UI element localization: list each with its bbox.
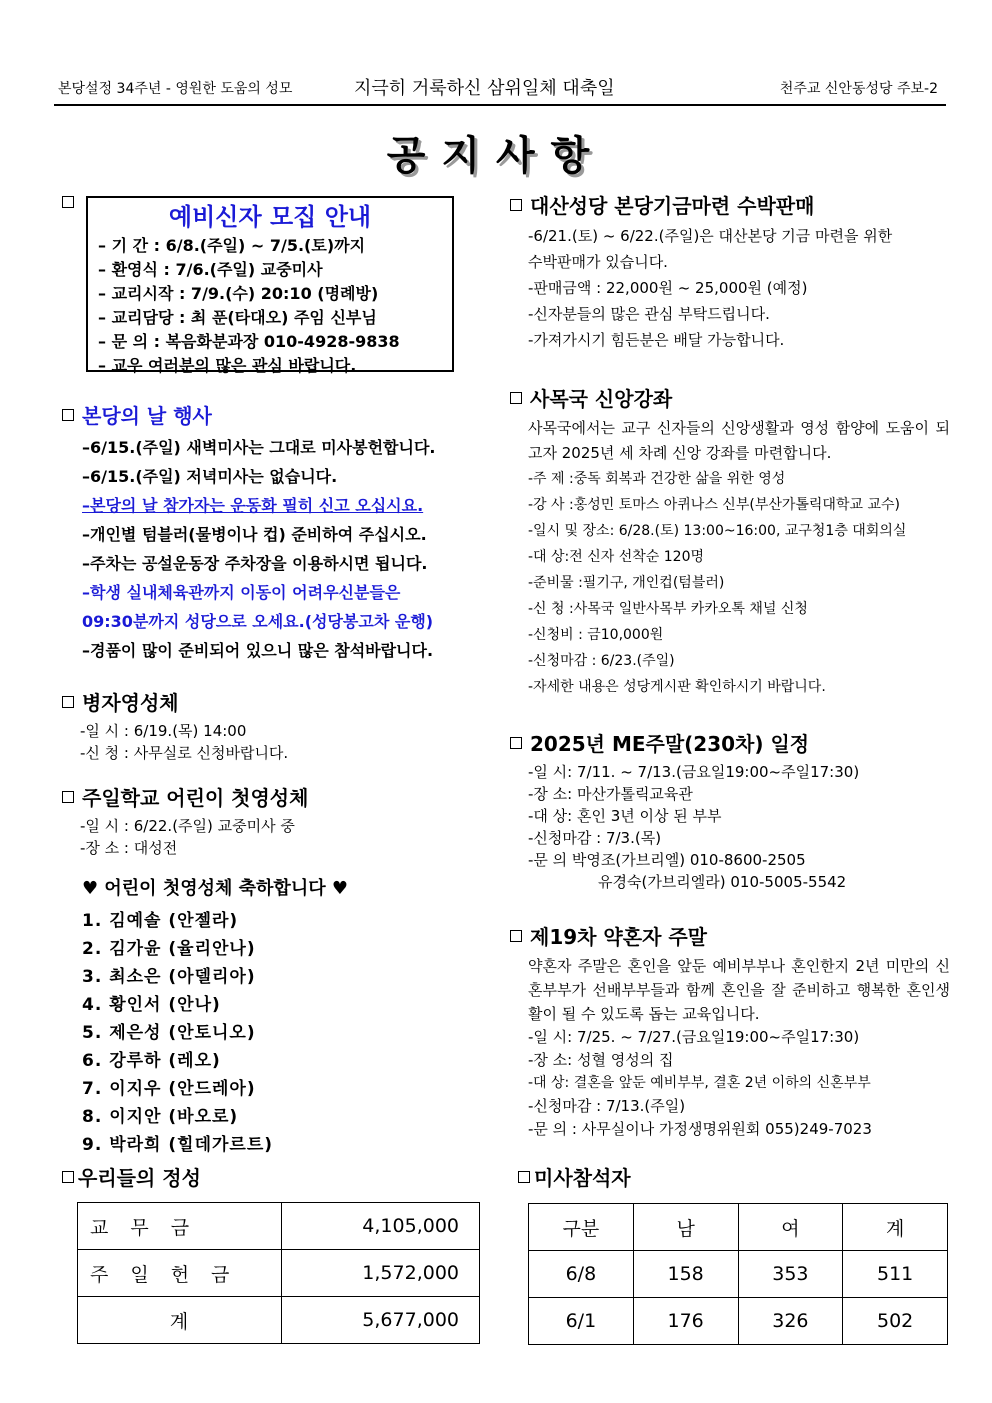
attendance-table — [528, 1203, 948, 1345]
recruit-title: 예비신자 모집 안내 — [168, 203, 372, 231]
me-item: -대 상: 혼인 3년 이상 된 부부 — [528, 807, 722, 825]
recruit-box — [86, 196, 454, 375]
me-item: -문 의 박영조(가브리엘) 010-8600-2505 — [528, 851, 806, 869]
table-row — [78, 1203, 480, 1250]
recruit-item: – 교우 여러분의 많은 관심 바랍니다. — [98, 356, 357, 375]
table-cell: 502 — [843, 1298, 948, 1345]
feast-item: –주차는 공설운동장 주차장을 이용하시면 됩니다. — [82, 554, 428, 573]
engaged-title-text: 제19차 약혼자 주말 — [530, 925, 707, 949]
table-cell: 6/8 — [529, 1251, 634, 1298]
engaged-item: -문 의 : 사무실이나 가정생명위원회 055)249-7023 — [528, 1120, 872, 1138]
communion-title-text: 주일학교 어린이 첫영성체 — [82, 786, 309, 810]
kid-list-item: 8. 이지안 (바오로) — [82, 1107, 239, 1127]
feast-item: –개인별 텀블러(물병이나 컵) 준비하여 주십시오. — [82, 525, 427, 544]
recruit-item: – 문 의 : 복음화분과장 010-4928-9838 — [98, 332, 400, 351]
attendance-title — [518, 1162, 631, 1191]
watermelon-title-text: 대산성당 본당기금마련 수박판매 — [530, 194, 815, 218]
engaged-item: -신청마감 : 7/13.(주일) — [528, 1097, 686, 1115]
lecture-item: -신 청 :사목국 일반사목부 카카오톡 채널 신청 — [528, 601, 808, 617]
feast-item: –6/15.(주일) 새벽미사는 그대로 미사봉헌합니다. — [82, 438, 436, 457]
me-title-text: 2025년 ME주말(230차) 일정 — [530, 732, 810, 756]
lecture-item: -대 상:전 신자 선착순 120명 — [528, 549, 705, 565]
me-item: -신청마감 : 7/3.(목) — [528, 829, 662, 847]
feast-item: –경품이 많이 준비되어 있으니 많은 참석바랍니다. — [82, 641, 434, 660]
kid-list-item: 3. 최소은 (아델리아) — [82, 967, 256, 987]
recruit-item: – 기 간 : 6/8.(주일) ~ 7/5.(토)까지 — [98, 236, 366, 255]
communion-item: -일 시 : 6/22.(주일) 교중미사 중 — [80, 817, 295, 835]
sick-title — [62, 687, 492, 716]
me-section — [510, 728, 950, 893]
checkbox-bullet-icon — [518, 1171, 530, 1183]
offering-value: 5,677,000 — [282, 1297, 480, 1344]
watermelon-item: -가져가시기 힘든분은 배달 가능합니다. — [528, 331, 785, 349]
feast-item: –본당의 날 참가자는 운동화 필히 신고 오십시요. — [82, 496, 424, 515]
lecture-title-text: 사목국 신앙강좌 — [530, 387, 673, 411]
table-cell: 158 — [633, 1251, 738, 1298]
page-header — [54, 74, 946, 106]
feast-item: –학생 실내체육관까지 이동이 어려우신분들은 — [82, 583, 401, 602]
offering-label: 교무금 — [78, 1203, 282, 1250]
header-left: 본당설정 34주년 - 영원한 도움의 성모 — [58, 81, 293, 97]
engaged-intro: 약혼자 주말은 혼인을 앞둔 예비부부나 혼인한지 2년 미만의 신혼부부가 선배부부들과 함께 혼인을 잘 준비하고 행복한 혼인생활이 될 수 있도록 돕는 교육입니다. — [528, 957, 950, 1023]
checkbox-bullet-icon — [62, 1171, 74, 1183]
left-column — [62, 190, 492, 1159]
feast-title — [62, 400, 492, 429]
lecture-section — [510, 383, 950, 700]
communion-item: -장 소 : 대성전 — [80, 839, 178, 857]
communion-congrats: ♥ 어린이 첫영성체 축하합니다 ♥ — [82, 878, 348, 899]
checkbox-bullet-icon — [510, 199, 522, 211]
offering-value: 4,105,000 — [282, 1203, 480, 1250]
me-item: 유경숙(가브리엘라) 010-5005-5542 — [598, 873, 847, 891]
watermelon-item: -신자분들의 많은 관심 부탁드립니다. — [528, 305, 770, 323]
lecture-item: -강 사 :홍성민 토마스 아퀴나스 신부(부산가톨릭대학교 교수) — [528, 497, 900, 513]
right-column — [510, 190, 950, 1141]
me-item: -장 소: 마산가톨릭교육관 — [528, 785, 693, 803]
kid-list-item: 7. 이지우 (안드레아) — [82, 1079, 256, 1099]
table-header-row — [529, 1204, 948, 1251]
header-center: 지극히 거룩하신 삼위일체 대축일 — [354, 78, 615, 99]
lecture-item: -일시 및 장소: 6/28.(토) 13:00~16:00, 교구청1층 대회의실 — [528, 523, 907, 539]
offering-value: 1,572,000 — [282, 1250, 480, 1297]
recruit-item: – 교리시작 : 7/9.(수) 20:10 (명례방) — [98, 284, 379, 303]
kid-list-item: 5. 제은성 (안토니오) — [82, 1023, 256, 1043]
lecture-intro: 사목국에서는 교구 신자들의 신앙생활과 영성 함양에 도움이 되고자 2025년 세 차례 신앙 강좌를 마련합니다. — [528, 419, 950, 462]
kid-list-item: 9. 박라희 (힐데가르트) — [82, 1135, 274, 1155]
sick-title-text: 병자영성체 — [82, 691, 179, 715]
table-cell: 511 — [843, 1251, 948, 1298]
recruit-section — [62, 190, 492, 380]
me-item: -일 시: 7/11. ~ 7/13.(금요일19:00~주일17:30) — [528, 763, 860, 781]
engaged-item: -일 시: 7/25. ~ 7/27.(금요일19:00~주일17:30) — [528, 1028, 860, 1046]
checkbox-bullet-icon — [510, 737, 522, 749]
table-cell: 326 — [738, 1298, 843, 1345]
watermelon-title — [510, 190, 950, 219]
checkbox-bullet-icon — [62, 196, 74, 208]
offering-title — [62, 1162, 201, 1191]
attendance-title-text: 미사참석자 — [534, 1166, 631, 1190]
communion-section — [62, 782, 492, 1159]
watermelon-section — [510, 190, 950, 353]
offering-label: 계 — [78, 1297, 282, 1344]
table-cell: 176 — [633, 1298, 738, 1345]
checkbox-bullet-icon — [62, 409, 74, 421]
offering-label: 주일헌금 — [78, 1250, 282, 1297]
checkbox-bullet-icon — [510, 392, 522, 404]
me-title — [510, 728, 950, 757]
sick-item: -신 청 : 사무실로 신청바랍니다. — [80, 744, 289, 762]
checkbox-bullet-icon — [62, 696, 74, 708]
header-right: 천주교 신안동성당 주보-2 — [779, 81, 938, 97]
table-row — [78, 1297, 480, 1344]
feast-item: –6/15.(주일) 저녁미사는 없습니다. — [82, 467, 338, 486]
offering-title-text: 우리들의 정성 — [78, 1166, 201, 1190]
kid-list-item: 2. 김가윤 (율리안나) — [82, 939, 256, 959]
feast-title-text: 본당의 날 행사 — [82, 404, 212, 428]
kid-list-item: 1. 김예솔 (안젤라) — [82, 911, 239, 931]
table-cell: 353 — [738, 1251, 843, 1298]
sick-item: -일 시 : 6/19.(목) 14:00 — [80, 722, 247, 740]
recruit-item: – 교리담당 : 최 푼(타대오) 주임 신부님 — [98, 308, 377, 327]
kid-list-item: 4. 황인서 (안나) — [82, 995, 221, 1015]
table-row — [529, 1298, 948, 1345]
checkbox-bullet-icon — [62, 791, 74, 803]
lecture-item: -주 제 :중독 회복과 건강한 삶을 위한 영성 — [528, 471, 786, 487]
engaged-item: -대 상: 결혼을 앞둔 예비부부, 결혼 2년 이하의 신혼부부 — [528, 1075, 871, 1091]
table-header-cell: 계 — [843, 1204, 948, 1251]
table-header-cell: 여 — [738, 1204, 843, 1251]
recruit-item: – 환영식 : 7/6.(주일) 교중미사 — [98, 260, 323, 279]
kid-list-item: 6. 강루하 (레오) — [82, 1051, 221, 1071]
table-row — [529, 1251, 948, 1298]
lecture-item: -신청마감 : 6/23.(주일) — [528, 653, 675, 669]
lecture-item: -신청비 : 금10,000원 — [528, 627, 664, 643]
watermelon-item: -판매금액 : 22,000원 ~ 25,000원 (예정) — [528, 279, 808, 297]
sick-section — [62, 687, 492, 764]
table-cell: 6/1 — [529, 1298, 634, 1345]
engaged-title — [510, 921, 950, 950]
feast-section — [62, 400, 492, 665]
checkbox-bullet-icon — [510, 930, 522, 942]
watermelon-item: -6/21.(토) ~ 6/22.(주일)은 대산본당 기금 마련을 위한 — [528, 227, 893, 245]
lecture-title — [510, 383, 950, 412]
offering-table — [77, 1202, 480, 1344]
table-row — [78, 1250, 480, 1297]
page-title: 공지사항 — [386, 133, 606, 179]
lecture-item: -준비물 :필기구, 개인컵(텀블러) — [528, 575, 725, 591]
engaged-section — [510, 921, 950, 1141]
feast-item: 09:30분까지 성당으로 오세요.(성당봉고차 운행) — [82, 612, 434, 631]
table-header-cell: 남 — [633, 1204, 738, 1251]
table-header-cell: 구분 — [529, 1204, 634, 1251]
watermelon-item: 수박판매가 있습니다. — [528, 253, 668, 271]
communion-title — [62, 782, 492, 811]
engaged-item: -장 소: 성혈 영성의 집 — [528, 1051, 674, 1069]
lecture-item: -자세한 내용은 성당게시판 확인하시기 바랍니다. — [528, 679, 826, 695]
